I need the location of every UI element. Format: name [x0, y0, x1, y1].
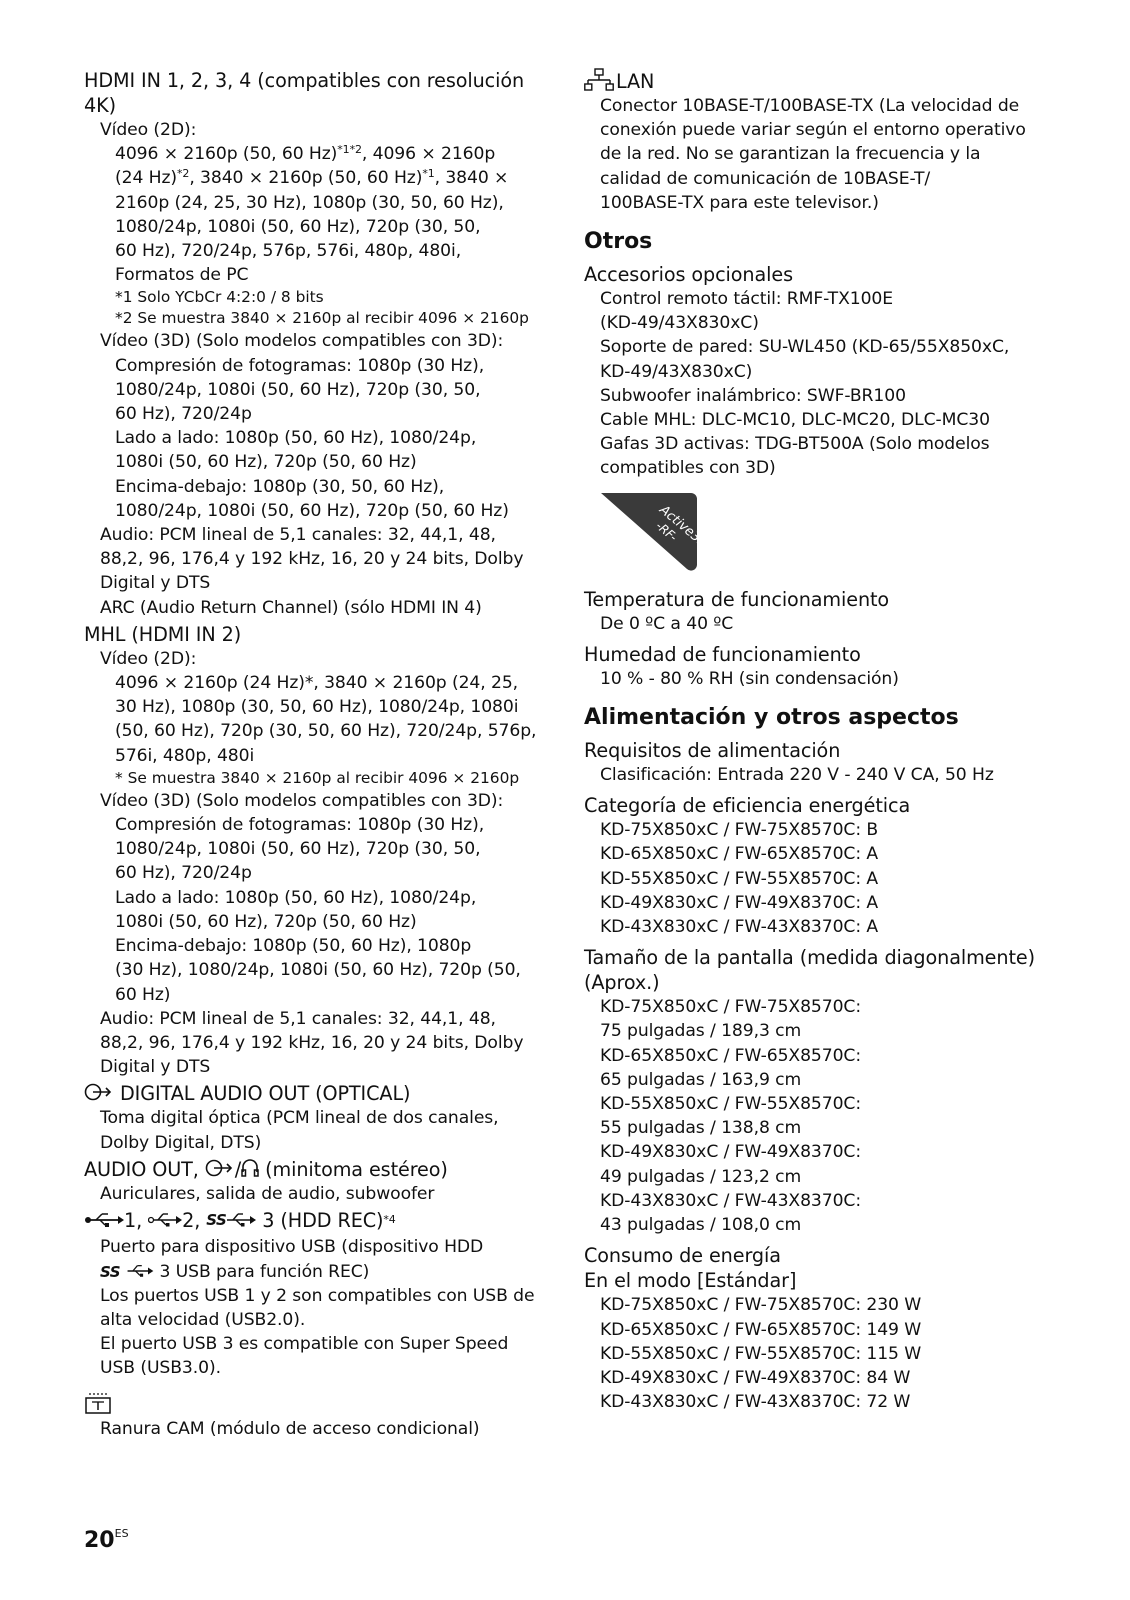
hdmi-video2d-label: Vídeo (2D):: [100, 120, 197, 140]
optical-out-icon: [84, 1082, 114, 1102]
optical-section: [84, 1081, 544, 1154]
usb-line: alta velocidad (USB2.0).: [100, 1310, 306, 1331]
usb-line: USB (USB3.0).: [100, 1358, 221, 1379]
otros-section: [584, 227, 1054, 691]
temperature-value: De 0 ºC a 40 ºC: [600, 613, 734, 634]
accessory-line: Gafas 3D activas: TDG-BT500A (Solo modelos: [600, 434, 990, 455]
lan-line: calidad de comunicación de 10BASE-T/: [600, 168, 931, 189]
usb-section: [84, 1208, 544, 1381]
lan-line: conexión puede variar según el entorno operativo: [600, 120, 1026, 141]
hdmi-video2d-line: 4096 × 2160p (50, 60 Hz)$^{*1*2}$, 4096 × 2160p: [115, 143, 496, 165]
mhl-video3d-label: Vídeo (3D) (Solo modelos compatibles con 3D):: [100, 790, 504, 811]
screen-size-heading-cont: (Aprox.): [584, 971, 660, 995]
lan-line: 100BASE-TX para este televisor.): [600, 192, 879, 213]
usb-line: SS 3 USB para función REC): [100, 1261, 370, 1282]
mhl-video3d-line: 60 Hz), 720/24p: [115, 863, 252, 884]
hdmi-audio-line: 88,2, 96, 176,4 y 192 kHz, 16, 20 y 24 bits, Dolby: [100, 549, 524, 570]
cam-line: Ranura CAM (módulo de acceso condicional): [100, 1418, 480, 1439]
active3d-rf-logo: [601, 493, 697, 571]
consumption-row: KD-75X850xC / FW-75X8570C: 230 W: [600, 1295, 922, 1316]
mhl-audio-line: 88,2, 96, 176,4 y 192 kHz, 16, 20 y 24 bits, Dolby: [100, 1032, 524, 1053]
lan-section: [584, 68, 1054, 215]
efficiency-row: KD-55X850xC / FW-55X8570C: A: [600, 868, 879, 889]
mhl-section: [84, 622, 544, 1079]
mhl-video2d-line: (50, 60 Hz), 720p (30, 50, 60 Hz), 720/24p, 576p,: [115, 721, 537, 742]
usb-line: El puerto USB 3 es compatible con Super Speed: [100, 1334, 509, 1355]
screen-size-row: KD-49X830xC / FW-49X8370C:: [600, 1142, 862, 1163]
accessory-line: Soporte de pared: SU-WL450 (KD-65/55X850xC,: [600, 337, 1010, 358]
consumption-row: KD-49X830xC / FW-49X8370C: 84 W: [600, 1367, 911, 1388]
hdmi-video3d-line: Lado a lado: 1080p (50, 60 Hz), 1080/24p,: [115, 428, 477, 449]
mhl-video3d-line: (30 Hz), 1080/24p, 1080i (50, 60 Hz), 720p (50,: [115, 960, 521, 981]
hdmi-arc-line: ARC (Audio Return Channel) (sólo HDMI IN 4): [100, 597, 482, 618]
audio-out-icon: [205, 1158, 235, 1178]
page-number: $20^{ES}$: [84, 1527, 129, 1553]
hdmi-section: [84, 68, 544, 620]
efficiency-row: KD-65X850xC / FW-65X8570C: A: [600, 844, 879, 865]
power-title: Alimentación y otros aspectos: [584, 705, 959, 731]
cam-heading: [84, 1391, 544, 1417]
hdmi-video3d-line: Encima-debajo: 1080p (30, 50, 60 Hz),: [115, 476, 445, 497]
temperature-heading: Temperatura de funcionamiento: [584, 587, 890, 611]
humidity-value: 10 % - 80 % RH (sin condensación): [600, 668, 899, 689]
mhl-video3d-line: 1080i (50, 60 Hz), 720p (50, 60 Hz): [115, 911, 417, 932]
mhl-video2d-line: 30 Hz), 1080p (30, 50, 60 Hz), 1080/24p, 1080i: [115, 697, 519, 718]
hdmi-video2d-line: (24 Hz)$^{*2}$, 3840 × 2160p (50, 60 Hz)$^{*1}$, 3840 ×: [115, 167, 509, 189]
hdmi-video3d-line: 1080i (50, 60 Hz), 720p (50, 60 Hz): [115, 452, 417, 473]
screen-size-row: KD-43X830xC / FW-43X8370C:: [600, 1190, 862, 1211]
mhl-video2d-line: 4096 × 2160p (24 Hz)*, 3840 × 2160p (24, 25,: [115, 673, 519, 694]
usb-line: Puerto para dispositivo USB (dispositivo HDD: [100, 1237, 484, 1258]
optical-heading: DIGITAL AUDIO OUT (OPTICAL): [84, 1081, 544, 1106]
power-req-heading: Requisitos de alimentación: [584, 739, 841, 763]
usb-heading: 1, 2, SS 3 (HDD REC) *4: [84, 1208, 544, 1236]
otros-title: Otros: [584, 229, 653, 255]
mhl-audio-line: Digital y DTS: [100, 1057, 211, 1078]
accessory-line: Control remoto táctil: RMF-TX100E: [600, 289, 894, 310]
screen-size-row: 65 pulgadas / 163,9 cm: [600, 1069, 802, 1090]
svg-text:-RF-: -RF-: [653, 518, 680, 544]
optical-line: Dolby Digital, DTS): [100, 1132, 262, 1153]
footnote-1: *1 Solo YCbCr 4:2:0 / 8 bits: [115, 288, 324, 307]
optical-line: Toma digital óptica (PCM lineal de dos canales,: [100, 1108, 499, 1129]
mhl-video3d-line: 60 Hz): [115, 984, 171, 1005]
superspeed-logo: SS: [206, 1210, 227, 1229]
usb-icon: [84, 1211, 124, 1229]
efficiency-row: KD-49X830xC / FW-49X8370C: A: [600, 892, 879, 913]
cam-slot-icon: [84, 1391, 112, 1415]
hdmi-heading-cont: 4K): [84, 94, 116, 117]
power-req-value: Clasificación: Entrada 220 V - 240 V CA, 50 Hz: [600, 765, 994, 786]
usb-ss-icon: [226, 1211, 256, 1229]
screen-size-row: KD-75X850xC / FW-75X8570C:: [600, 997, 862, 1018]
mhl-video3d-line: Encima-debajo: 1080p (50, 60 Hz), 1080p: [115, 936, 472, 957]
mhl-video3d-line: Lado a lado: 1080p (50, 60 Hz), 1080/24p,: [115, 887, 477, 908]
accessory-line: compatibles con 3D): [600, 458, 776, 479]
mhl-heading: MHL (HDMI IN 2): [84, 622, 242, 646]
consumption-mode-heading: En el modo [Estándar]: [584, 1269, 797, 1293]
screen-size-heading: Tamaño de la pantalla (medida diagonalmente): [584, 946, 1035, 970]
efficiency-row: KD-75X850xC / FW-75X8570C: B: [600, 820, 879, 841]
consumption-row: KD-65X850xC / FW-65X8570C: 149 W: [600, 1319, 922, 1340]
hdmi-video2d-line: 2160p (24, 25, 30 Hz), 1080p (30, 50, 60 Hz),: [115, 192, 504, 213]
lan-line: de la red. No se garantizan la frecuencia y la: [600, 144, 981, 165]
hdmi-video3d-line: 1080/24p, 1080i (50, 60 Hz), 720p (50, 60 Hz): [115, 500, 509, 521]
usb-ss-icon: [125, 1263, 155, 1279]
lan-icon: [584, 68, 614, 92]
accessory-line: Cable MHL: DLC-MC10, DLC-MC20, DLC-MC30: [600, 410, 990, 431]
mhl-video2d-line: 576i, 480p, 480i: [115, 745, 255, 766]
right-column: [584, 68, 1054, 1414]
footnote-2: *2 Se muestra 3840 × 2160p al recibir 4096 × 2160p: [115, 309, 529, 328]
hdmi-video2d-line: 60 Hz), 720/24p, 576p, 576i, 480p, 480i,: [115, 241, 462, 262]
superspeed-logo: SS: [100, 1262, 121, 1281]
consumption-heading: Consumo de energía: [584, 1244, 781, 1268]
hdmi-video2d-line: 1080/24p, 1080i (50, 60 Hz), 720p (30, 50,: [115, 216, 481, 237]
hdmi-audio-line: Audio: PCM lineal de 5,1 canales: 32, 44,1, 48,: [100, 525, 496, 546]
power-section: [584, 703, 1054, 1414]
accessory-line: KD-49/43X830xC): [600, 361, 753, 382]
usb-icon: [148, 1211, 182, 1229]
mhl-footnote: * Se muestra 3840 × 2160p al recibir 4096 × 2160p: [115, 768, 520, 787]
hdmi-video3d-line: Compresión de fotogramas: 1080p (30 Hz),: [115, 355, 485, 376]
cam-section: [84, 1391, 544, 1441]
left-column: [84, 68, 544, 1441]
screen-size-row: 55 pulgadas / 138,8 cm: [600, 1118, 802, 1139]
consumption-row: KD-43X830xC / FW-43X8370C: 72 W: [600, 1392, 911, 1413]
svg-text:Active3D: Active3D: [656, 502, 697, 552]
efficiency-heading: Categoría de eficiencia energética: [584, 794, 911, 818]
lan-line: Conector 10BASE-T/100BASE-TX (La velocidad de: [600, 96, 1020, 116]
mhl-video3d-line: Compresión de fotogramas: 1080p (30 Hz),: [115, 815, 485, 836]
hdmi-video2d-line: Formatos de PC: [115, 265, 249, 286]
consumption-row: KD-55X850xC / FW-55X8570C: 115 W: [600, 1343, 922, 1364]
screen-size-row: KD-65X850xC / FW-65X8570C:: [600, 1045, 862, 1066]
efficiency-row: KD-43X830xC / FW-43X8370C: A: [600, 917, 879, 938]
hdmi-heading: HDMI IN 1, 2, 3, 4 (compatibles con resolución: [84, 69, 525, 92]
screen-size-row: 75 pulgadas / 189,3 cm: [600, 1021, 802, 1042]
screen-size-row: 49 pulgadas / 123,2 cm: [600, 1166, 802, 1187]
mhl-video2d-label: Vídeo (2D):: [100, 648, 197, 669]
mhl-audio-line: Audio: PCM lineal de 5,1 canales: 32, 44,1, 48,: [100, 1008, 496, 1029]
hdmi-video3d-line: 1080/24p, 1080i (50, 60 Hz), 720p (30, 50,: [115, 379, 481, 400]
audio-out-line: Auriculares, salida de audio, subwoofer: [100, 1183, 435, 1204]
accessory-line: Subwoofer inalámbrico: SWF-BR100: [600, 385, 906, 406]
hdmi-audio-line: Digital y DTS: [100, 573, 211, 594]
screen-size-row: 43 pulgadas / 108,0 cm: [600, 1215, 802, 1236]
audio-out-heading: AUDIO OUT, / (minitoma estéreo): [84, 1157, 448, 1181]
headphones-icon: [241, 1158, 259, 1178]
accessories-heading: Accesorios opcionales: [584, 263, 793, 287]
mhl-video3d-line: 1080/24p, 1080i (50, 60 Hz), 720p (30, 50,: [115, 839, 481, 860]
accessory-line: (KD-49/43X830xC): [600, 313, 759, 334]
screen-size-row: KD-55X850xC / FW-55X8570C:: [600, 1094, 862, 1115]
humidity-heading: Humedad de funcionamiento: [584, 642, 861, 666]
audio-out-section: [84, 1157, 544, 1206]
lan-heading: LAN: [584, 68, 1054, 94]
hdmi-video3d-line: 60 Hz), 720/24p: [115, 404, 252, 425]
hdmi-video3d-label: Vídeo (3D) (Solo modelos compatibles con 3D):: [100, 331, 504, 352]
usb-line: Los puertos USB 1 y 2 son compatibles con USB de: [100, 1285, 535, 1306]
